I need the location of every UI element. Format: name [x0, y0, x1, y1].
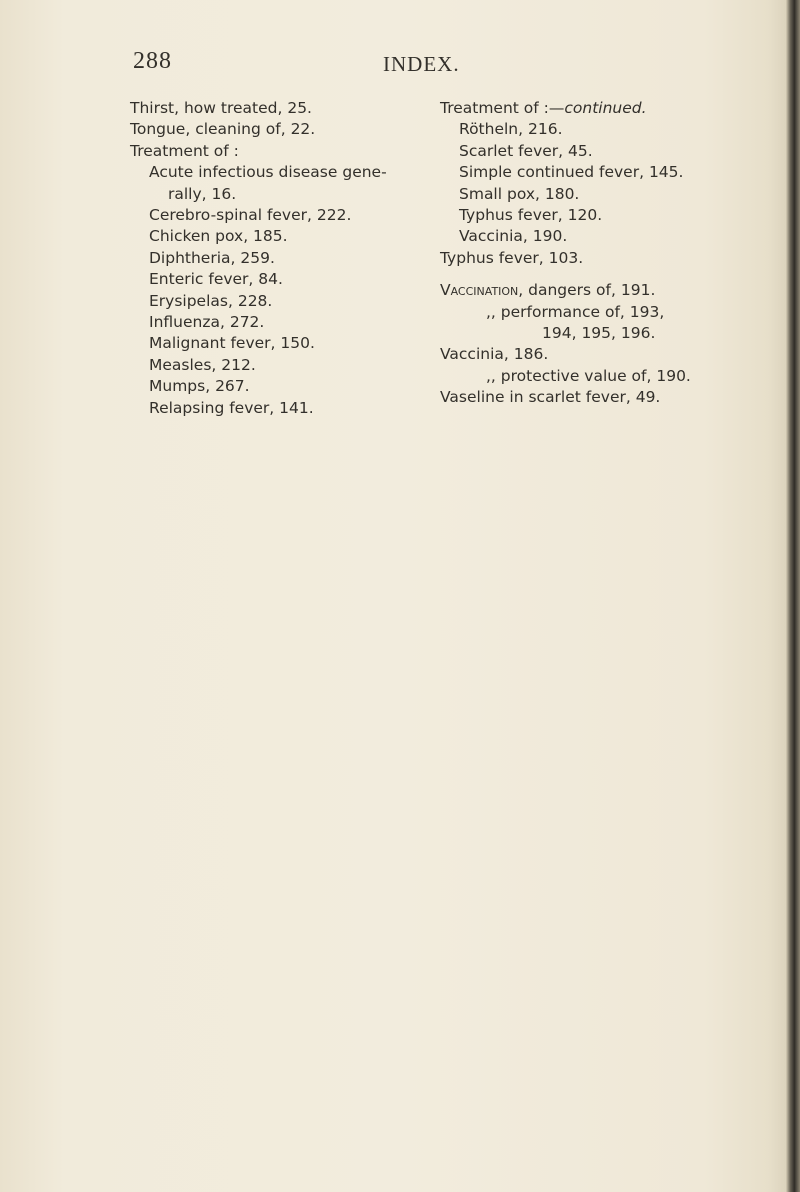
index-entry: Vaccinia, 186. [440, 345, 549, 364]
index-subentry: Typhus fever, 120. [459, 206, 603, 225]
page-header [0, 48, 800, 88]
index-entry: Typhus fever, 103. [440, 248, 584, 267]
index-subentry: Rötheln, 216. [459, 120, 563, 139]
index-subentry: Relapsing fever, 141. [149, 398, 314, 417]
index-subentry: Enteric fever, 84. [149, 270, 283, 289]
index-entry-treatment-continued [440, 98, 740, 119]
index-subentry: Vaccinia, 190. [459, 227, 568, 246]
index-subentry-continuation: rally, 16. [168, 184, 237, 203]
page-edge-shadow [786, 0, 800, 1192]
vaccination-detail: , dangers of, 191. [518, 281, 656, 300]
vaccination-heading: Vaccination [440, 281, 519, 300]
index-entry: Treatment of : [130, 141, 239, 160]
index-subentry: Small pox, 180. [459, 184, 580, 203]
index-subentry: Mumps, 267. [149, 377, 250, 396]
index-subentry: Measles, 212. [149, 355, 256, 374]
index-subentry: Simple continued fever, 145. [459, 163, 684, 182]
index-subentry-ditto: ,, protective value of, 190. [486, 366, 691, 385]
index-entry: Tongue, cleaning of, 22. [130, 120, 316, 139]
index-entry: Vaseline in scarlet fever, 49. [440, 388, 661, 407]
treatment-heading: Treatment of :— [440, 99, 565, 117]
index-subentry: Influenza, 272. [149, 313, 265, 332]
index-column-right [440, 98, 740, 409]
page-number: 288 [133, 48, 172, 74]
index-subentry: Malignant fever, 150. [149, 334, 315, 353]
index-subentry: Acute infectious disease gene- [149, 163, 387, 182]
running-title: INDEX. [383, 52, 460, 76]
index-subentry: Scarlet fever, 45. [459, 141, 593, 160]
continued-label: continued. [564, 99, 647, 117]
index-column-left [130, 98, 420, 419]
index-entry: Thirst, how treated, 25. [130, 99, 312, 117]
index-subentry: Cerebro-spinal fever, 222. [149, 206, 352, 225]
index-subentry: Erysipelas, 228. [149, 291, 273, 310]
index-subentry: Diphtheria, 259. [149, 248, 275, 267]
index-subentry-continuation: 194, 195, 196. [542, 324, 656, 343]
index-subentry-ditto: ,, performance of, 193, [486, 302, 665, 321]
entry-gap [440, 269, 740, 280]
index-entry-vaccination [440, 280, 740, 301]
index-subentry: Chicken pox, 185. [149, 227, 288, 246]
